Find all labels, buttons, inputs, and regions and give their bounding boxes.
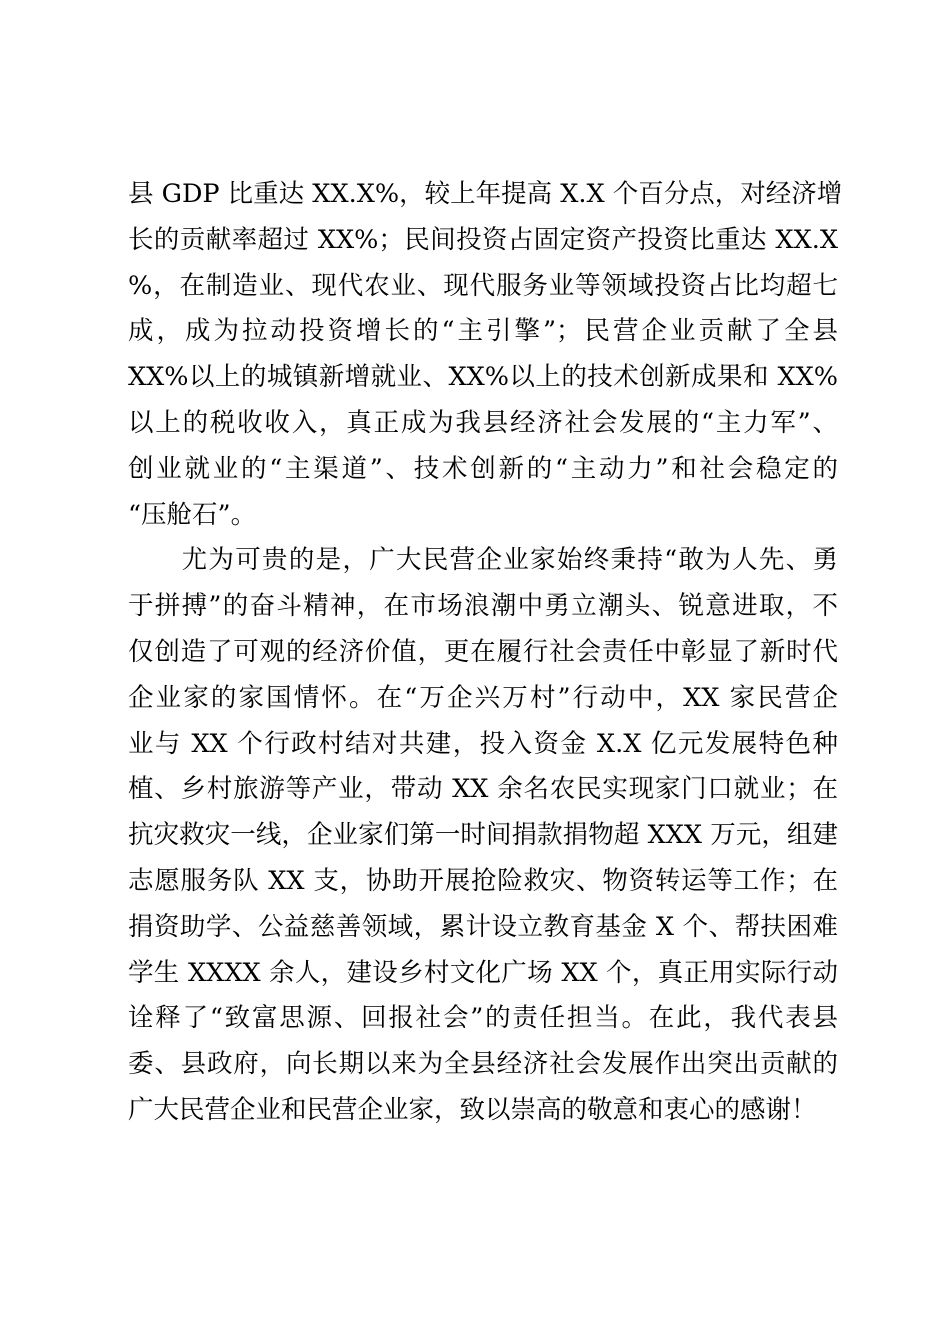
text-line: 委、县政府，向长期以来为全县经济社会发展作出突出贡献的 bbox=[128, 1049, 838, 1080]
text-line: 诠释了“致富思源、回报社会”的责任担当。在此，我代表县 bbox=[128, 1003, 838, 1034]
text-line: 广大民营企业和民营企业家，致以崇高的敬意和衷心的感谢！ bbox=[128, 1094, 817, 1125]
text-line: 尤为可贵的是，广大民营企业家始终秉持“敢为人先、勇 bbox=[128, 545, 838, 576]
text-line: 县 GDP 比重达 XX.X%，较上年提高 X.X 个百分点，对经济增 bbox=[128, 179, 843, 209]
text-line: 学生 XXXX 余人，建设乡村文化广场 XX 个，真正用实际行动 bbox=[128, 957, 838, 988]
text-line: 企业家的家国情怀。在“万企兴万村”行动中，XX 家民营企 bbox=[128, 682, 838, 713]
document-body bbox=[128, 172, 843, 1134]
text-line: 仅创造了可观的经济价值，更在履行社会责任中彰显了新时代 bbox=[128, 636, 838, 667]
text-line: 长的贡献率超过 XX%；民间投资占固定资产投资比重达 XX.X bbox=[128, 224, 838, 255]
text-line: 业与 XX 个行政村结对共建，投入资金 X.X 亿元发展特色种 bbox=[128, 728, 838, 759]
text-line: 抗灾救灾一线，企业家们第一时间捐款捐物超 XXX 万元，组建 bbox=[128, 820, 838, 851]
paragraph-2 bbox=[128, 538, 838, 1133]
text-line: 捐资助学、公益慈善领域，累计设立教育基金 X 个、帮扶困难 bbox=[128, 911, 838, 942]
text-line: 创业就业的“主渠道”、技术创新的“主动力”和社会稳定的 bbox=[128, 453, 838, 484]
text-line: 志愿服务队 XX 支，协助开展抢险救灾、物资转运等工作；在 bbox=[128, 865, 838, 896]
text-line: %，在制造业、现代农业、现代服务业等领域投资占比均超七 bbox=[128, 270, 838, 301]
text-line: “压舱石”。 bbox=[128, 499, 257, 530]
text-line: 于拼搏”的奋斗精神，在市场浪潮中勇立潮头、锐意进取，不 bbox=[128, 591, 838, 622]
text-line: XX%以上的城镇新增就业、XX%以上的技术创新成果和 XX% bbox=[128, 362, 838, 393]
text-line: 成，成为拉动投资增长的“主引擎”；民营企业贡献了全县 bbox=[128, 316, 838, 347]
text-line: 以上的税收收入，真正成为我县经济社会发展的“主力军”、 bbox=[128, 407, 838, 438]
paragraph-1 bbox=[128, 172, 843, 538]
text-line: 植、乡村旅游等产业，带动 XX 余名农民实现家门口就业；在 bbox=[128, 774, 838, 805]
